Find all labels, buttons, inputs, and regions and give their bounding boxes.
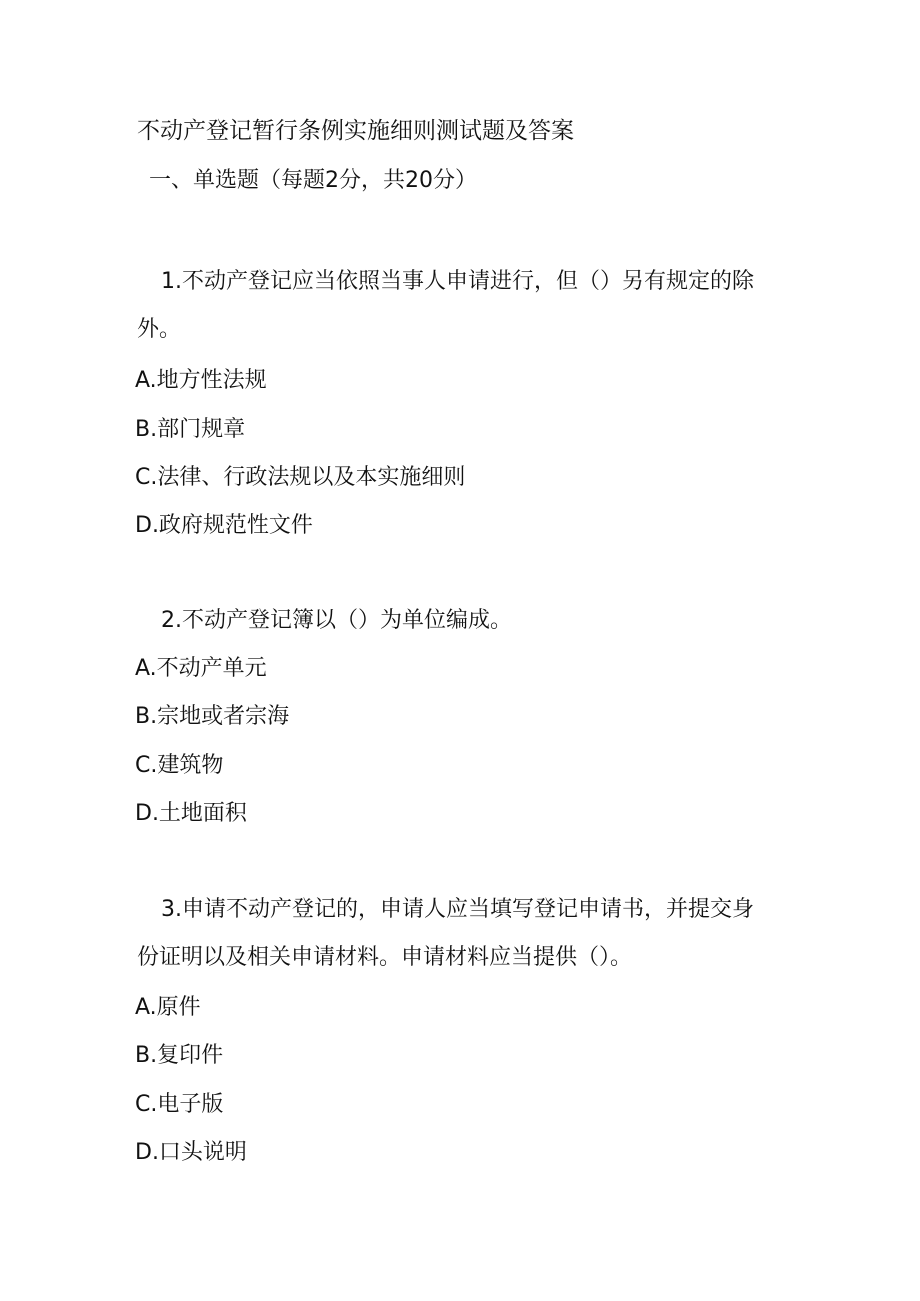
- question-2-option-b: B.宗地或者宗海: [135, 704, 290, 729]
- question-1-stem: 1.不动产登记应当依照当事人申请进行，但（）另有规定的除: [161, 269, 754, 294]
- question-3-option-c: C.电子版: [135, 1092, 224, 1117]
- question-2-stem: 2.不动产登记簿以（）为单位编成。: [161, 608, 512, 633]
- question-3-option-b: B.复印件: [135, 1043, 224, 1068]
- question-3-option-d: D.口头说明: [135, 1140, 247, 1165]
- question-3-stem-continued: 份证明以及相关申请材料。申请材料应当提供（）。: [137, 945, 633, 970]
- question-1-option-d: D.政府规范性文件: [135, 513, 313, 538]
- question-3-stem: 3.申请不动产登记的，申请人应当填写登记申请书，并提交身: [161, 897, 754, 922]
- question-2-option-d: D.土地面积: [135, 801, 247, 826]
- question-1-option-c: C.法律、行政法规以及本实施细则: [135, 465, 466, 490]
- document-title: 不动产登记暂行条例实施细则测试题及答案: [137, 118, 574, 144]
- section-heading: 一、单选题（每题2分，共20分）: [149, 168, 477, 193]
- question-3-option-a: A.原件: [135, 995, 201, 1020]
- question-1-stem-continued: 外。: [137, 317, 182, 342]
- question-2-option-a: A.不动产单元: [135, 656, 267, 681]
- question-1-option-a: A.地方性法规: [135, 368, 267, 393]
- question-1-option-b: B.部门规章: [135, 417, 246, 442]
- question-2-option-c: C.建筑物: [135, 753, 224, 778]
